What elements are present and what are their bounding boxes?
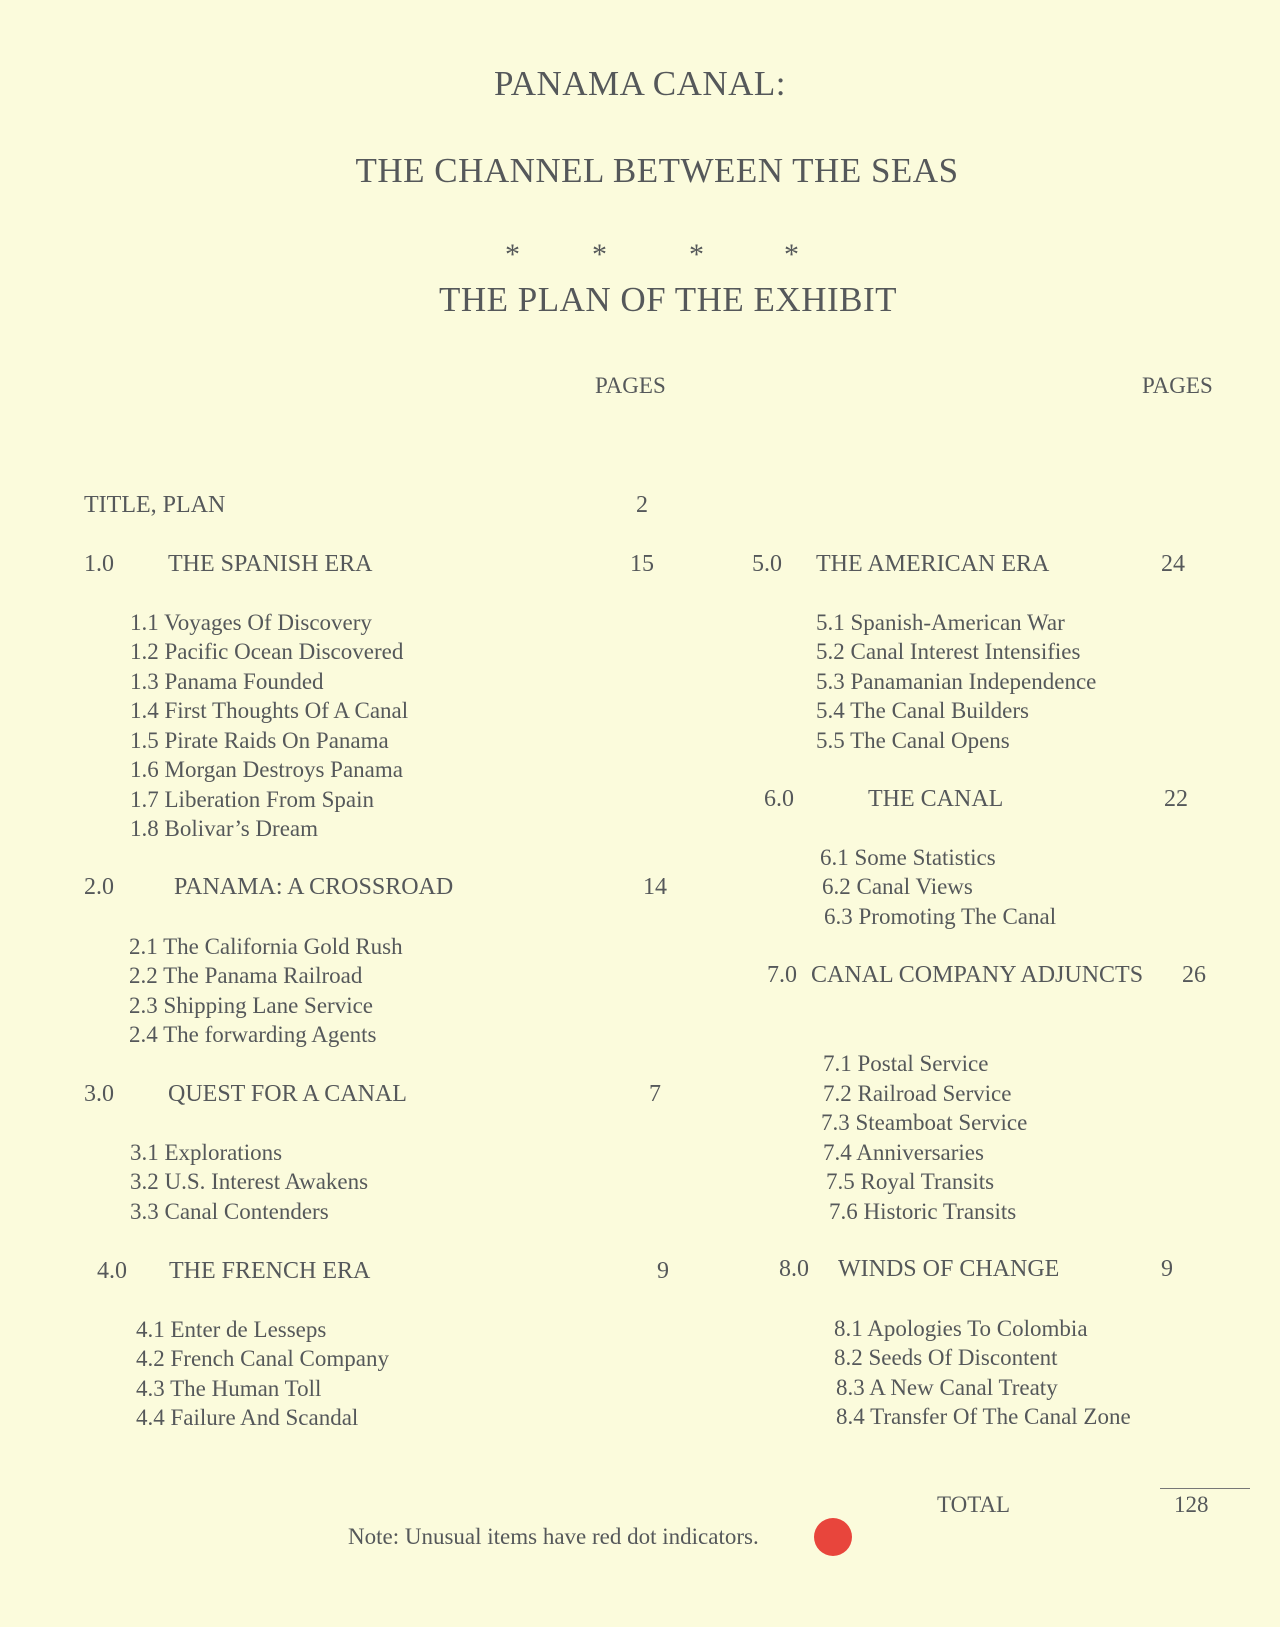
list-item: 1.3 Panama Founded (130, 669, 324, 694)
section-pages: 26 (1182, 962, 1206, 988)
section-pages: 15 (630, 551, 654, 577)
section-pages: 9 (657, 1258, 669, 1284)
total-label: TOTAL (937, 1492, 1011, 1517)
list-item: 5.5 The Canal Opens (816, 728, 1010, 753)
section-title: THE SPANISH ERA (168, 551, 373, 577)
list-item: 5.1 Spanish-American War (816, 610, 1065, 635)
section-number: 8.0 (779, 1256, 809, 1282)
section-title: QUEST FOR A CANAL (168, 1081, 407, 1107)
section-number: 6.0 (764, 786, 794, 812)
title-plan-pages: 2 (636, 492, 648, 518)
section-number: 5.0 (752, 551, 782, 577)
list-item: 2.4 The forwarding Agents (129, 1022, 377, 1047)
list-item: 4.3 The Human Toll (136, 1376, 322, 1401)
star-separator-3: * (689, 238, 704, 271)
section-title: THE FRENCH ERA (169, 1258, 371, 1284)
total-rule (1160, 1488, 1250, 1489)
title-line-2: THE CHANNEL BETWEEN THE SEAS (355, 151, 959, 190)
section-pages: 7 (649, 1081, 661, 1107)
section-number: 2.0 (84, 874, 114, 900)
list-item: 7.5 Royal Transits (826, 1169, 995, 1194)
note-text: Note: Unusual items have red dot indicators. (348, 1524, 759, 1549)
section-title: THE CANAL (868, 786, 1004, 812)
section-title: WINDS OF CHANGE (838, 1256, 1060, 1282)
list-item: 8.1 Apologies To Colombia (834, 1316, 1088, 1341)
section-number: 1.0 (84, 551, 114, 577)
red-dot-indicator (814, 1518, 852, 1556)
list-item: 1.2 Pacific Ocean Discovered (130, 639, 404, 664)
list-item: 7.2 Railroad Service (823, 1081, 1012, 1106)
list-item: 8.2 Seeds Of Discontent (834, 1345, 1058, 1370)
star-separator-1: * (505, 238, 520, 271)
list-item: 3.2 U.S. Interest Awakens (130, 1169, 369, 1194)
section-pages: 14 (643, 874, 667, 900)
pages-header-left: PAGES (595, 373, 666, 398)
total-value: 128 (1174, 1492, 1209, 1517)
title-plan-label: TITLE, PLAN (84, 492, 226, 518)
list-item: 2.3 Shipping Lane Service (129, 993, 374, 1018)
title-line-3: THE PLAN OF THE EXHIBIT (438, 280, 898, 319)
list-item: 5.3 Panamanian Independence (816, 669, 1097, 694)
list-item: 1.4 First Thoughts Of A Canal (130, 698, 409, 723)
list-item: 5.2 Canal Interest Intensifies (816, 639, 1081, 664)
star-separator-2: * (592, 238, 607, 271)
list-item: 4.2 French Canal Company (136, 1346, 389, 1371)
list-item: 2.2 The Panama Railroad (129, 963, 363, 988)
list-item: 8.3 A New Canal Treaty (836, 1375, 1058, 1400)
section-number: 4.0 (97, 1258, 127, 1284)
pages-header-right: PAGES (1142, 373, 1213, 398)
section-title: THE AMERICAN ERA (816, 551, 1050, 577)
list-item: 1.5 Pirate Raids On Panama (130, 728, 389, 753)
section-number: 3.0 (84, 1081, 114, 1107)
list-item: 6.1 Some Statistics (820, 845, 996, 870)
section-pages: 22 (1164, 786, 1188, 812)
list-item: 4.4 Failure And Scandal (136, 1405, 359, 1430)
star-separator-4: * (784, 238, 799, 271)
list-item: 7.4 Anniversaries (823, 1140, 984, 1165)
list-item: 7.1 Postal Service (823, 1051, 989, 1076)
list-item: 3.3 Canal Contenders (130, 1199, 329, 1224)
section-number: 7.0 (767, 962, 797, 988)
list-item: 7.3 Steamboat Service (821, 1110, 1028, 1135)
list-item: 2.1 The California Gold Rush (129, 934, 403, 959)
list-item: 1.8 Bolivar’s Dream (130, 816, 319, 841)
list-item: 1.1 Voyages Of Discovery (130, 610, 372, 635)
list-item: 7.6 Historic Transits (829, 1199, 1017, 1224)
list-item: 3.1 Explorations (130, 1140, 283, 1165)
list-item: 4.1 Enter de Lesseps (136, 1317, 327, 1342)
title-line-1: PANAMA CANAL: (493, 64, 787, 103)
section-pages: 9 (1161, 1256, 1173, 1282)
section-title: CANAL COMPANY ADJUNCTS (811, 962, 1144, 988)
list-item: 6.3 Promoting The Canal (824, 904, 1057, 929)
section-pages: 24 (1161, 551, 1185, 577)
list-item: 8.4 Transfer Of The Canal Zone (836, 1404, 1131, 1429)
list-item: 1.6 Morgan Destroys Panama (130, 757, 403, 782)
section-title: PANAMA: A CROSSROAD (174, 874, 454, 900)
list-item: 6.2 Canal Views (822, 874, 973, 899)
list-item: 5.4 The Canal Builders (816, 698, 1029, 723)
list-item: 1.7 Liberation From Spain (130, 787, 375, 812)
